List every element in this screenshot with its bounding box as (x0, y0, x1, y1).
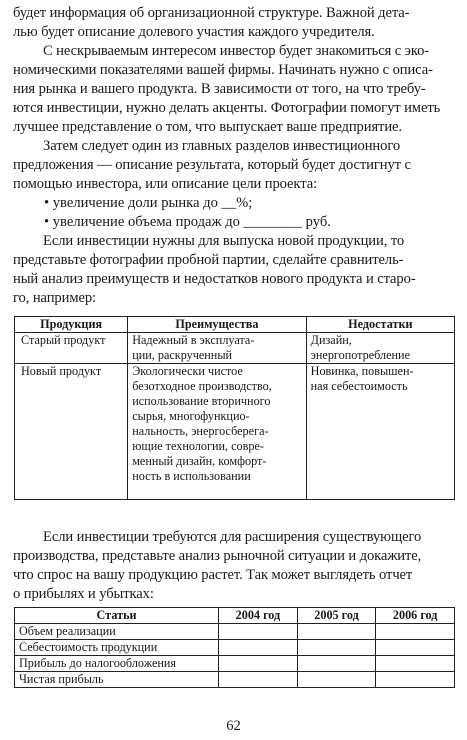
column-header: Продукция (15, 317, 128, 333)
cell-line: Дизайн, (310, 333, 352, 347)
profit-loss-table (14, 607, 455, 688)
table-row (15, 364, 455, 500)
table-cell-empty (219, 624, 298, 640)
product-comparison-table (14, 316, 455, 500)
table-cell-advantages (128, 333, 306, 364)
paragraph-expansion (13, 528, 454, 604)
table-cell-empty (376, 624, 455, 640)
table-cell-item: Прибыль до налогообложения (15, 656, 219, 672)
column-header: Статьи (15, 608, 219, 624)
text-line: номическими показателями вашей фирмы. Начинать нужно с описа- (13, 62, 433, 78)
table-cell-item: Чистая прибыль (15, 672, 219, 688)
table-cell-product: Старый продукт (15, 333, 128, 364)
table-header-row (15, 608, 455, 624)
table-row (15, 672, 455, 688)
paragraph-new-product (13, 232, 454, 308)
cell-line: ная себестоимость (310, 379, 408, 393)
cell-line: Экологически чистое (132, 364, 243, 378)
table-row (15, 640, 455, 656)
cell-line: энергопотребление (310, 348, 410, 362)
cell-line: использование вторичного (132, 394, 271, 408)
text-line: будет информация об организационной структуре. Важной дета- (13, 5, 410, 21)
paragraph-result (13, 137, 454, 194)
table-cell-empty (219, 656, 298, 672)
cell-line: нальность, энергосберега- (132, 424, 269, 438)
table-cell-disadvantages (306, 364, 454, 500)
table-header-row (15, 317, 455, 333)
cell-line: Надежный в эксплуата- (132, 333, 255, 347)
column-header: Недостатки (306, 317, 454, 333)
table-cell-advantages (128, 364, 306, 500)
cell-line: безотходное производство, (132, 379, 272, 393)
table-cell-empty (297, 624, 376, 640)
text-line: лью будет описание долевого участия каждого учредителя. (13, 24, 375, 40)
text-line: Если инвестиции требуются для расширения существующего (43, 529, 422, 545)
text-line: о прибылях и убытках: (13, 586, 154, 602)
text-line: Если инвестиции нужны для выпуска новой продукции, то (43, 233, 405, 249)
paragraph-economics (13, 42, 454, 137)
cell-line: сырья, многофункцио- (132, 409, 250, 423)
table-cell-empty (297, 656, 376, 672)
cell-line: ции, раскрученный (132, 348, 233, 362)
table-cell-item: Объем реализации (15, 624, 219, 640)
table-row (15, 624, 455, 640)
intro-paragraph (13, 4, 454, 42)
table-row (15, 333, 455, 364)
bullet-item-sales-volume: • увеличение объема продаж до ________ руб. (44, 214, 331, 230)
column-header: 2005 год (297, 608, 376, 624)
table-cell-disadvantages (306, 333, 454, 364)
table-row (15, 656, 455, 672)
table-cell-empty (376, 656, 455, 672)
text-line: ный анализ преимуществ и недостатков нового продукта и старо- (13, 271, 416, 287)
page-number: 62 (226, 718, 241, 734)
text-line: ния рынка и вашего продукта. В зависимости от того, на что требу- (13, 81, 426, 97)
column-header: 2006 год (376, 608, 455, 624)
table-cell-item: Себестоимость продукции (15, 640, 219, 656)
text-line: помощью инвестора, или описание цели проекта: (13, 176, 318, 192)
table-cell-empty (376, 672, 455, 688)
table-cell-empty (376, 640, 455, 656)
cell-line: ность в использовании (132, 469, 251, 483)
text-line: представьте фотографии пробной партии, сделайте сравнитель- (13, 252, 404, 268)
text-line: производства, представьте анализ рыночной ситуации и докажите, (13, 548, 422, 564)
column-header: Преимущества (128, 317, 306, 333)
table-cell-empty (219, 640, 298, 656)
bullet-item-market-share: • увеличение доли рынка до __%; (44, 195, 253, 211)
cell-line: ющие технологии, совре- (132, 439, 264, 453)
text-line: го, например: (13, 290, 96, 306)
text-line: ются инвестиции, нужно делать акценты. Фотографии помогут иметь (13, 100, 441, 116)
table-cell-product: Новый продукт (15, 364, 128, 500)
table-cell-empty (297, 640, 376, 656)
cell-line: Новинка, повышен- (310, 364, 414, 378)
text-line: С нескрываемым интересом инвестор будет знакомиться с эко- (43, 43, 430, 59)
table-cell-empty (297, 672, 376, 688)
text-line: предложения — описание результата, который будет достигнут с (13, 157, 411, 173)
text-line: что спрос на вашу продукцию растет. Так может выглядеть отчет (13, 567, 413, 583)
column-header: 2004 год (219, 608, 298, 624)
cell-line: менный дизайн, комфорт- (132, 454, 267, 468)
table-cell-empty (219, 672, 298, 688)
text-line: лучшее представление о том, что выпускает ваше предприятие. (13, 119, 402, 135)
text-line: Затем следует один из главных разделов инвестиционного (43, 138, 401, 154)
